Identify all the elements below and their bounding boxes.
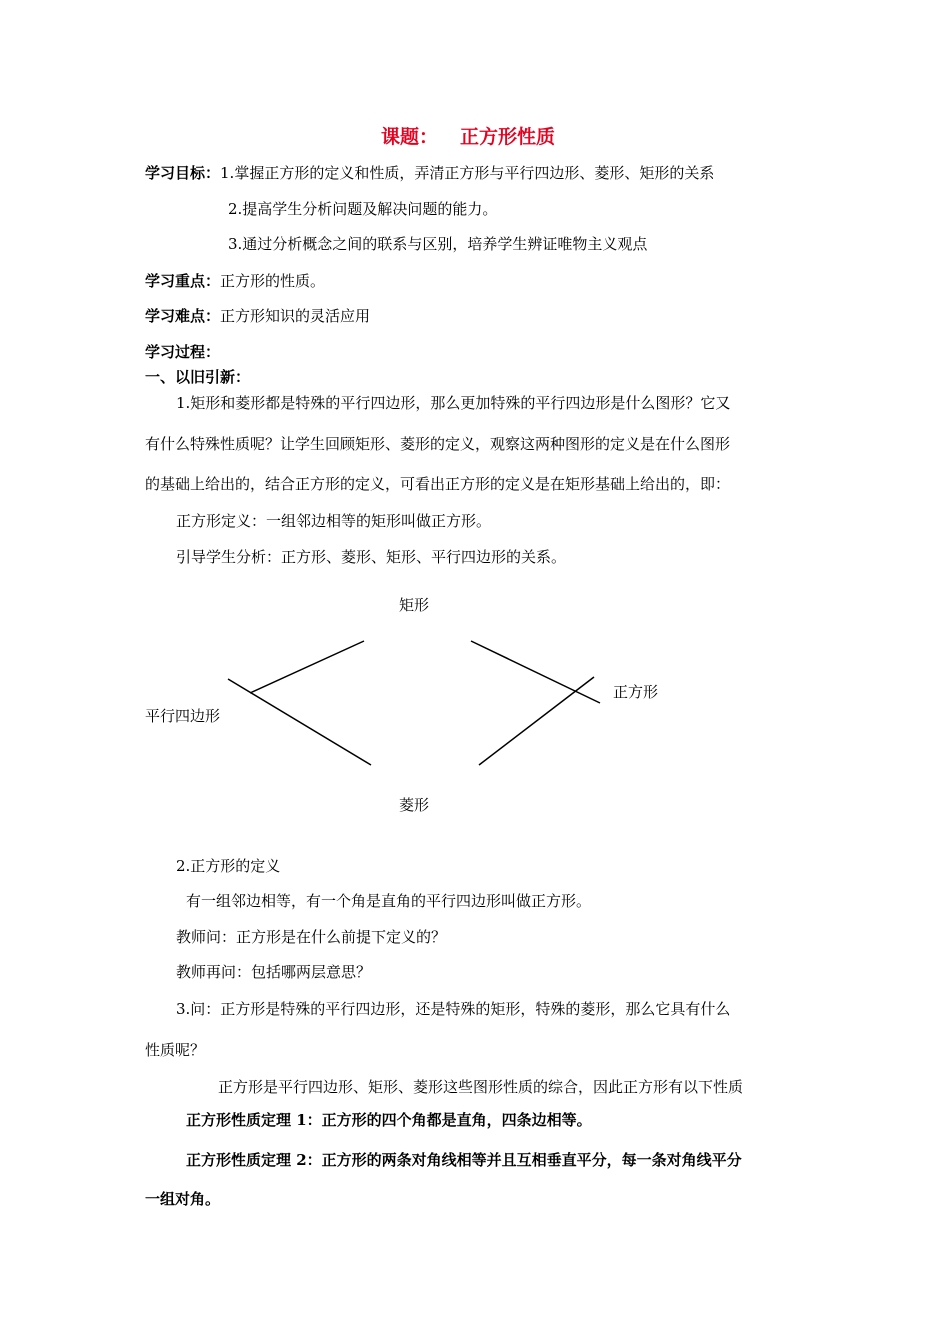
teacher-question-1: 教师问：正方形是在什么前提下定义的？ <box>176 928 447 946</box>
square-definition: 正方形定义：一组邻边相等的矩形叫做正方形。 <box>176 512 492 530</box>
diagram-label-parallelogram: 平行四边形 <box>145 707 221 725</box>
guide-text: 引导学生分析：正方形、菱形、矩形、平行四边形的关系。 <box>176 548 567 566</box>
process-label: 学习过程： <box>145 343 221 361</box>
section3-line-2: 性质呢？ <box>145 1041 206 1059</box>
key-point-label: 学习重点： <box>145 272 221 290</box>
diagram-line-rectangle-to-square <box>471 641 600 703</box>
section1-paragraph-line-1: 1.矩形和菱形都是特殊的平行四边形，那么更加特殊的平行四边形是什么图形？它又 <box>176 394 731 412</box>
diagram-line-parallelogram-to-rhombus <box>228 679 371 765</box>
diagram-line-parallelogram-to-rectangle <box>250 641 364 693</box>
difficulty-text: 正方形知识的灵活应用 <box>220 307 371 325</box>
section2-heading: 2.正方形的定义 <box>176 857 281 875</box>
diagram-label-rhombus: 菱形 <box>399 796 430 814</box>
objective-item-3: 3.通过分析概念之间的联系与区别，培养学生辨证唯物主义观点 <box>228 235 648 253</box>
section2-definition: 有一组邻边相等，有一个角是直角的平行四边形叫做正方形。 <box>186 892 592 910</box>
theorem-1: 正方形性质定理 1：正方形的四个角都是直角，四条边相等。 <box>186 1111 592 1129</box>
diagram-label-square: 正方形 <box>613 683 659 701</box>
theorem-2-line-1: 正方形性质定理 2：正方形的两条对角线相等并且互相垂直平分，每一条对角线平分 <box>186 1151 742 1169</box>
difficulty-label: 学习难点： <box>145 307 221 325</box>
objective-item-2: 2.提高学生分析问题及解决问题的能力。 <box>228 200 498 218</box>
title-text: 正方形性质 <box>460 126 556 148</box>
section1-heading: 一、以旧引新： <box>145 368 251 386</box>
objectives-label: 学习目标： <box>145 164 221 182</box>
objective-item-1: 1.掌握正方形的定义和性质，弄清正方形与平行四边形、菱形、矩形的关系 <box>220 164 715 182</box>
section3-line-1: 3.问：正方形是特殊的平行四边形，还是特殊的矩形，特殊的菱形，那么它具有什么 <box>176 1000 731 1018</box>
section1-paragraph-line-3: 的基础上给出的，结合正方形的定义，可看出正方形的定义是在矩形基础上给出的，即： <box>145 475 731 493</box>
diagram-line-rhombus-to-square <box>479 677 594 765</box>
section3-summary: 正方形是平行四边形、矩形、菱形这些图形性质的综合，因此正方形有以下性质 <box>218 1078 744 1096</box>
teacher-question-2: 教师再问：包括哪两层意思？ <box>176 963 372 981</box>
key-point-text: 正方形的性质。 <box>220 272 326 290</box>
title-label: 课题： <box>381 126 439 148</box>
diagram-label-rectangle: 矩形 <box>399 596 430 614</box>
section1-paragraph-line-2: 有什么特殊性质呢？让学生回顾矩形、菱形的定义，观察这两种图形的定义是在什么图形 <box>145 435 731 453</box>
theorem-2-line-2: 一组对角。 <box>145 1190 221 1208</box>
